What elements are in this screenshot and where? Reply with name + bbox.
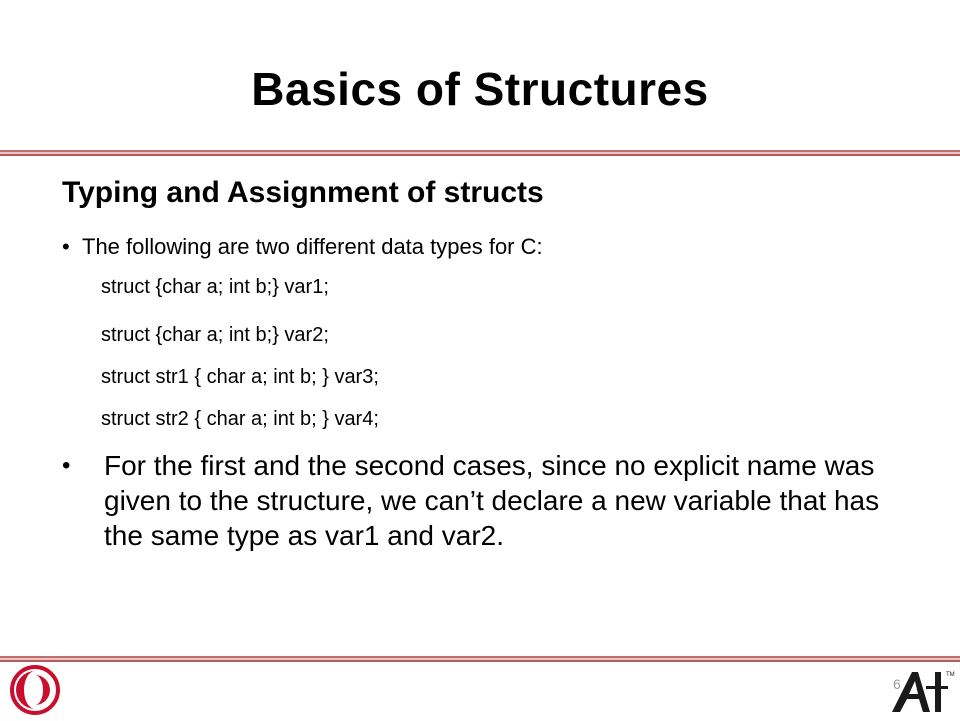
university-logo-icon	[8, 664, 62, 716]
bullet-item-2	[62, 448, 904, 553]
top-divider	[0, 150, 960, 156]
svg-text:TM: TM	[946, 672, 955, 678]
code-line-4: struct str2 { char a; int b; } var4;	[101, 408, 379, 430]
bullet-text-1: The following are two different data types for C:	[82, 234, 543, 259]
code-line-1: struct {char a; int b;} var1;	[101, 276, 329, 298]
bullet-icon: •	[62, 234, 70, 259]
bullet-text-2: For the first and the second cases, since no explicit name was given to the structure, we can’t declare a new variable that has the same type as var1 and var2.	[104, 450, 880, 551]
slide-title: Basics of Structures	[251, 63, 709, 115]
slide-subheading: Typing and Assignment of structs	[62, 176, 544, 209]
bottom-divider	[0, 656, 960, 662]
code-line-3: struct str1 { char a; int b; } var3;	[101, 366, 379, 388]
page-number: 6	[893, 676, 901, 692]
bullet-item-1	[62, 234, 543, 260]
code-line-2: struct {char a; int b;} var2;	[101, 324, 329, 346]
bullet-icon: •	[62, 452, 71, 479]
